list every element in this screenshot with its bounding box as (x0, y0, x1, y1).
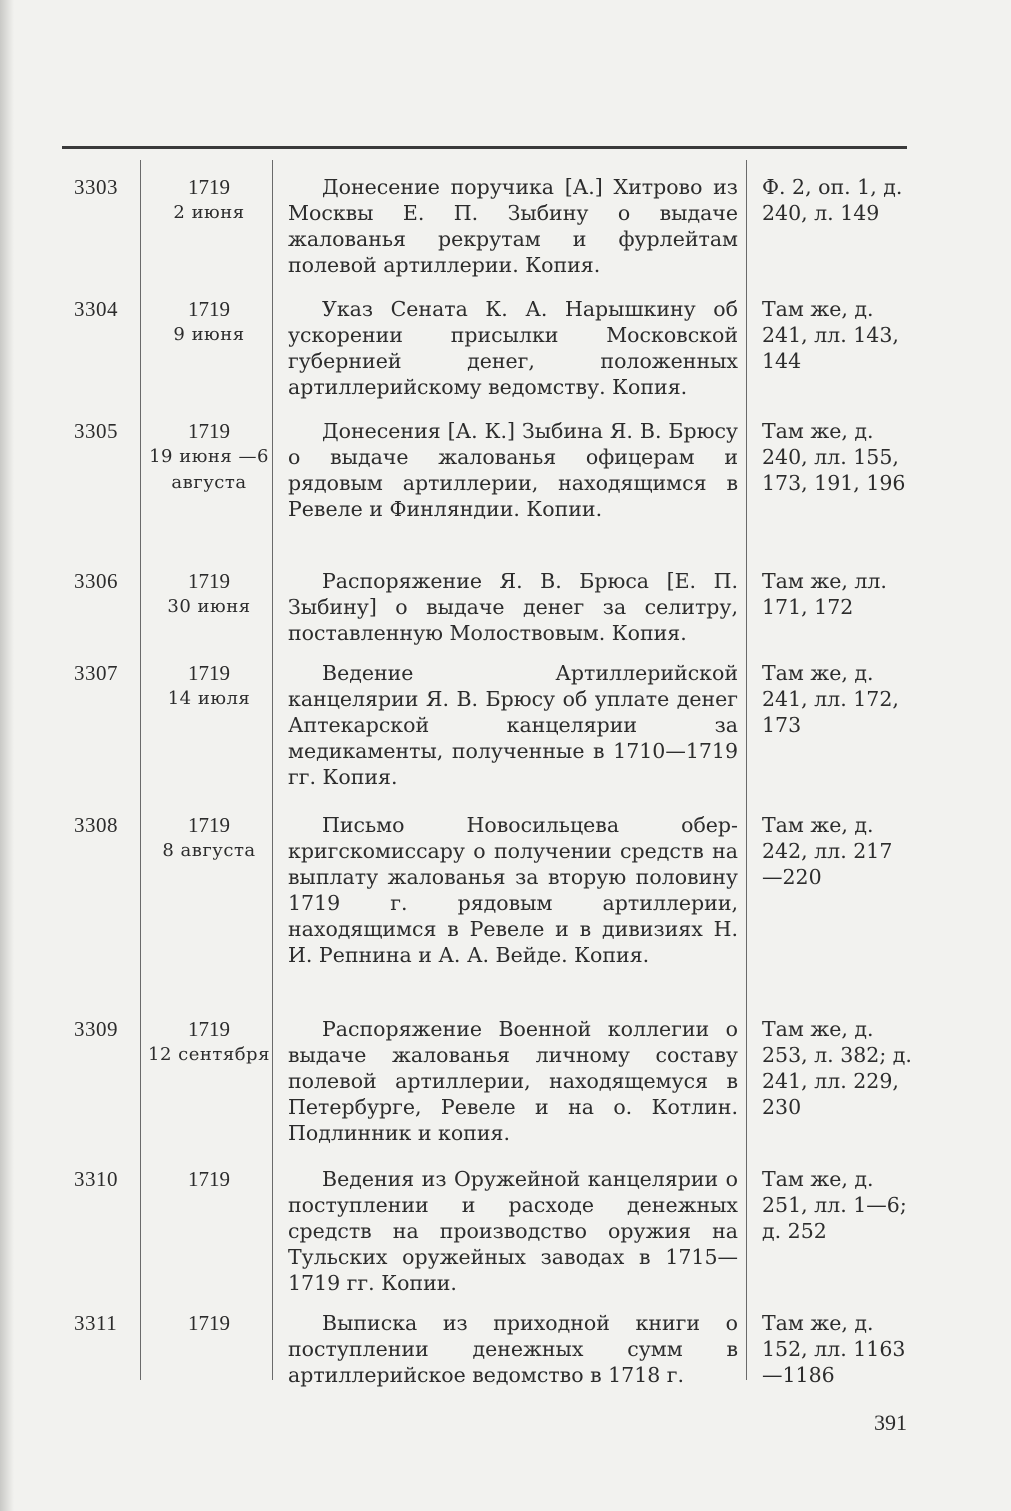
entry-number: 3309 (74, 1017, 118, 1041)
entry-number: 3310 (74, 1167, 118, 1191)
entry-source: Там же, д. 241, лл. 172, 173 (762, 661, 899, 737)
entry-number: 3304 (74, 297, 118, 321)
entry-date (148, 660, 270, 712)
entry-date (148, 296, 270, 348)
column-divider (140, 160, 141, 1380)
entry-number: 3306 (74, 569, 118, 593)
entry-source: Там же, д. 242, лл. 217—220 (762, 813, 893, 889)
entry-source: Там же, д. 253, л. 382; д. 241, лл. 229, 230 (762, 1017, 912, 1119)
entry-description: Указ Сената К. А. Нарышкину об ускорении присылки Московской губернией денег, положенных артиллерийскому ведомству. Копия. (288, 297, 738, 399)
entry-year: 1719 (188, 1017, 230, 1041)
entry-source: Там же, д. 241, лл. 143, 144 (762, 297, 899, 373)
entry-date (148, 174, 270, 226)
entry-year: 1719 (188, 1167, 230, 1191)
entry-number: 3308 (74, 813, 118, 837)
entry-source: Там же, лл. 171, 172 (762, 569, 887, 619)
entry-date (148, 812, 270, 864)
entry-source: Там же, д. 251, лл. 1—6; д. 252 (762, 1167, 907, 1243)
entry-day: 14 июля (167, 688, 251, 709)
entry-source: Там же, д. 152, лл. 1163—1186 (762, 1311, 906, 1387)
entry-year: 1719 (188, 175, 230, 199)
entry-date (148, 1166, 270, 1192)
page-edge-shadow (0, 0, 14, 1511)
entry-number: 3311 (74, 1311, 118, 1335)
entry-day: 19 июня —6 августа (149, 446, 269, 493)
column-divider (746, 160, 747, 1380)
entry-date (148, 568, 270, 620)
entry-date (148, 418, 270, 496)
entry-year: 1719 (188, 813, 230, 837)
entry-number: 3303 (74, 175, 118, 199)
entry-description: Письмо Новосильцева обер-кригскомиссару о получении средств на выплату жалованья за вторую половину 1719 г. рядовым артиллерии, находящимся в Ревеле и в дивизиях Н. И. Репнина и А. А. Вейде. Копия. (288, 813, 738, 967)
entry-date (148, 1310, 270, 1336)
entry-description: Донесения [А. К.] Зыбина Я. В. Брюсу о выдаче жалованья офицерам и рядовым артиллерии, находящимся в Ревеле и Финляндии. Копии. (288, 419, 738, 521)
entry-description: Распоряжение Я. В. Брюса [Е. П. Зыбину] о выдаче денег за селитру, поставленную Молоствовым. Копия. (288, 569, 738, 645)
entry-description: Ведения из Оружейной канцелярии о поступлении и расходе денежных средств на производство оружия на Тульских оружейных заводах в 1715—1719 гг. Копии. (288, 1167, 738, 1295)
entry-description: Ведение Артиллерийской канцелярии Я. В. Брюсу об уплате денег Аптекарской канцелярии за медикаменты, полученные в 1710—1719 гг. Копия. (288, 661, 738, 789)
table-top-rule (62, 146, 907, 149)
entry-day: 2 июня (173, 202, 245, 223)
entry-day: 12 сентября (148, 1044, 270, 1065)
entry-date (148, 1016, 270, 1068)
page-number: 391 (874, 1410, 907, 1435)
entry-description: Распоряжение Военной коллегии о выдаче жалованья личному составу полевой артиллерии, находящемуся в Петербурге, Ревеле и на о. Котлин. Подлинник и копия. (288, 1017, 738, 1145)
entry-day: 8 августа (162, 840, 256, 861)
column-divider (272, 160, 273, 1380)
entry-year: 1719 (188, 1311, 230, 1335)
entry-year: 1719 (188, 661, 230, 685)
entry-year: 1719 (188, 419, 230, 443)
entry-source: Там же, д. 240, лл. 155, 173, 191, 196 (762, 419, 906, 495)
entry-description: Донесение поручика [А.] Хитрово из Москвы Е. П. Зыбину о выдаче жалованья рекрутам и фурлейтам полевой артиллерии. Копия. (288, 175, 738, 277)
entry-day: 9 июня (173, 324, 245, 345)
entry-number: 3307 (74, 661, 118, 685)
entry-number: 3305 (74, 419, 118, 443)
entry-day: 30 июня (167, 596, 251, 617)
entry-year: 1719 (188, 569, 230, 593)
entry-year: 1719 (188, 297, 230, 321)
entry-source: Ф. 2, оп. 1, д. 240, л. 149 (762, 175, 903, 225)
entry-description: Выписка из приходной книги о поступлении денежных сумм в артиллерийское ведомство в 1718 г. (288, 1311, 738, 1387)
